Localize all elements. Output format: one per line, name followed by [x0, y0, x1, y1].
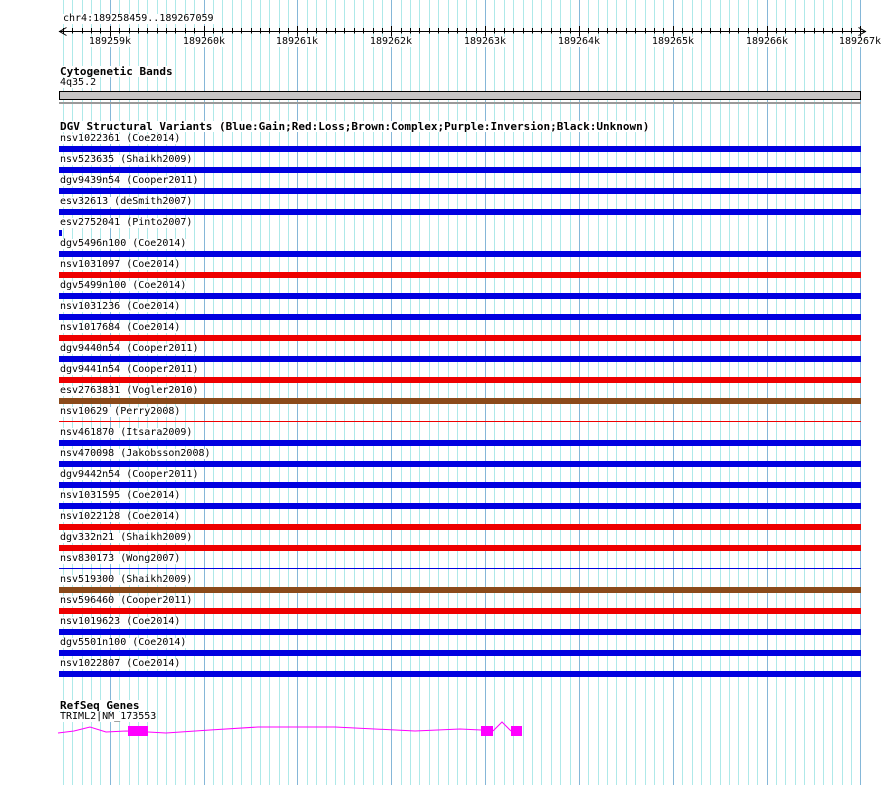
track-bar-nsv596460[interactable]	[59, 608, 861, 614]
gene-label[interactable]: TRIML2|NM_173553	[60, 711, 157, 722]
refseq-title: RefSeq Genes	[60, 699, 140, 712]
grid-minor-line	[222, 0, 223, 785]
track-label-esv32613[interactable]: esv32613 (deSmith2007)	[60, 196, 193, 207]
gene-intron-line	[493, 722, 511, 731]
track-bar-dgv332n21[interactable]	[59, 545, 861, 551]
track-bar-nsv470098[interactable]	[59, 461, 861, 467]
grid-minor-line	[654, 0, 655, 785]
grid-minor-line	[757, 0, 758, 785]
grid-minor-line	[541, 0, 542, 785]
grid-minor-line	[316, 0, 317, 785]
grid-minor-line	[570, 0, 571, 785]
track-bar-nsv1031595[interactable]	[59, 503, 861, 509]
track-label-dgv9440n54[interactable]: dgv9440n54 (Cooper2011)	[60, 343, 199, 354]
grid-minor-line	[616, 0, 617, 785]
track-bar-nsv1022361[interactable]	[59, 146, 861, 152]
grid-minor-line	[851, 0, 852, 785]
cytoband-underline	[59, 102, 861, 104]
grid-minor-line	[523, 0, 524, 785]
track-bar-esv2763831[interactable]	[59, 398, 861, 404]
grid-minor-line	[251, 0, 252, 785]
track-label-dgv5496n100[interactable]: dgv5496n100 (Coe2014)	[60, 238, 187, 249]
grid-minor-line	[419, 0, 420, 785]
track-label-nsv1031236[interactable]: nsv1031236 (Coe2014)	[60, 301, 181, 312]
grid-minor-line	[410, 0, 411, 785]
cytoband-title: Cytogenetic Bands	[60, 65, 173, 78]
track-bar-nsv830173[interactable]	[59, 568, 861, 569]
track-label-nsv523635[interactable]: nsv523635 (Shaikh2009)	[60, 154, 193, 165]
track-label-nsv596460[interactable]: nsv596460 (Cooper2011)	[60, 595, 193, 606]
grid-minor-line	[307, 0, 308, 785]
grid-minor-line	[326, 0, 327, 785]
grid-major-line	[767, 0, 768, 785]
grid-major-line	[860, 0, 861, 785]
grid-minor-line	[241, 0, 242, 785]
grid-minor-line	[832, 0, 833, 785]
grid-minor-line	[448, 0, 449, 785]
track-bar-nsv523635[interactable]	[59, 167, 861, 173]
grid-minor-line	[213, 0, 214, 785]
track-label-nsv519300[interactable]: nsv519300 (Shaikh2009)	[60, 574, 193, 585]
grid-minor-line	[532, 0, 533, 785]
grid-minor-line	[373, 0, 374, 785]
track-bar-esv2752041[interactable]	[59, 230, 62, 236]
track-label-esv2752041[interactable]: esv2752041 (Pinto2007)	[60, 217, 193, 228]
grid-minor-line	[288, 0, 289, 785]
track-label-nsv1022361[interactable]: nsv1022361 (Coe2014)	[60, 133, 181, 144]
grid-minor-line	[494, 0, 495, 785]
grid-minor-line	[232, 0, 233, 785]
grid-minor-line	[804, 0, 805, 785]
grid-minor-line	[785, 0, 786, 785]
track-bar-dgv5501n100[interactable]	[59, 650, 861, 656]
ruler-tick-label: 189267k	[838, 36, 882, 47]
ruler-tick-label: 189263k	[463, 36, 507, 47]
track-label-dgv9441n54[interactable]: dgv9441n54 (Cooper2011)	[60, 364, 199, 375]
track-bar-nsv1017684[interactable]	[59, 335, 861, 341]
grid-minor-line	[710, 0, 711, 785]
grid-minor-line	[438, 0, 439, 785]
track-bar-dgv9440n54[interactable]	[59, 356, 861, 362]
ruler-tick-label: 189259k	[88, 36, 132, 47]
track-label-nsv1031595[interactable]: nsv1031595 (Coe2014)	[60, 490, 181, 501]
track-bar-nsv461870[interactable]	[59, 440, 861, 446]
gene-exon[interactable]	[481, 726, 493, 736]
grid-major-line	[485, 0, 486, 785]
grid-minor-line	[466, 0, 467, 785]
ruler-tick-label: 189260k	[182, 36, 226, 47]
track-label-dgv5501n100[interactable]: dgv5501n100 (Coe2014)	[60, 637, 187, 648]
grid-minor-line	[645, 0, 646, 785]
grid-minor-line	[607, 0, 608, 785]
grid-minor-line	[814, 0, 815, 785]
grid-minor-line	[795, 0, 796, 785]
track-label-nsv1031097[interactable]: nsv1031097 (Coe2014)	[60, 259, 181, 270]
ruler[interactable]	[0, 0, 890, 60]
grid-minor-line	[504, 0, 505, 785]
track-bar-dgv9442n54[interactable]	[59, 482, 861, 488]
grid-minor-line	[457, 0, 458, 785]
grid-minor-line	[738, 0, 739, 785]
track-label-dgv332n21[interactable]: dgv332n21 (Shaikh2009)	[60, 532, 193, 543]
track-label-dgv5499n100[interactable]: dgv5499n100 (Coe2014)	[60, 280, 187, 291]
grid-minor-line	[560, 0, 561, 785]
grid-minor-line	[682, 0, 683, 785]
dgv-title: DGV Structural Variants (Blue:Gain;Red:Loss;Brown:Complex;Purple:Inversion;Black:Unknown)	[60, 120, 650, 133]
grid-major-line	[297, 0, 298, 785]
track-label-dgv9442n54[interactable]: dgv9442n54 (Cooper2011)	[60, 469, 199, 480]
grid-minor-line	[776, 0, 777, 785]
track-label-nsv1017684[interactable]: nsv1017684 (Coe2014)	[60, 322, 181, 333]
grid-minor-line	[588, 0, 589, 785]
track-label-nsv10629[interactable]: nsv10629 (Perry2008)	[60, 406, 181, 417]
grid-minor-line	[335, 0, 336, 785]
track-label-nsv1022128[interactable]: nsv1022128 (Coe2014)	[60, 511, 181, 522]
track-label-nsv461870[interactable]: nsv461870 (Itsara2009)	[60, 427, 193, 438]
track-label-nsv830173[interactable]: nsv830173 (Wong2007)	[60, 553, 181, 564]
grid-minor-line	[513, 0, 514, 785]
grid-minor-line	[401, 0, 402, 785]
grid-minor-line	[382, 0, 383, 785]
grid-minor-line	[729, 0, 730, 785]
ruler-tick-label: 189262k	[369, 36, 413, 47]
grid-minor-line	[269, 0, 270, 785]
cytoband-name: 4q35.2	[60, 77, 97, 88]
track-bar-nsv1022128[interactable]	[59, 524, 861, 530]
track-label-dgv9439n54[interactable]: dgv9439n54 (Cooper2011)	[60, 175, 199, 186]
grid-minor-line	[692, 0, 693, 785]
grid-minor-line	[344, 0, 345, 785]
grid-minor-line	[363, 0, 364, 785]
track-label-nsv1019623[interactable]: nsv1019623 (Coe2014)	[60, 616, 181, 627]
track-bar-esv32613[interactable]	[59, 209, 861, 215]
ruler-tick-label: 189264k	[557, 36, 601, 47]
ruler-tick-label: 189261k	[275, 36, 319, 47]
track-bar-nsv1022807[interactable]	[59, 671, 861, 677]
track-bar-nsv1031236[interactable]	[59, 314, 861, 320]
track-label-nsv1022807[interactable]: nsv1022807 (Coe2014)	[60, 658, 181, 669]
ruler-axis	[59, 26, 866, 37]
grid-minor-line	[354, 0, 355, 785]
grid-minor-line	[720, 0, 721, 785]
ruler-tick-label: 189266k	[745, 36, 789, 47]
grid-minor-line	[476, 0, 477, 785]
grid-minor-line	[429, 0, 430, 785]
grid-minor-line	[663, 0, 664, 785]
grid-minor-line	[551, 0, 552, 785]
ruler-tick-label: 189265k	[651, 36, 695, 47]
grid-minor-line	[701, 0, 702, 785]
grid-minor-line	[823, 0, 824, 785]
track-label-esv2763831[interactable]: esv2763831 (Vogler2010)	[60, 385, 199, 396]
grid-major-line	[391, 0, 392, 785]
track-label-nsv470098[interactable]: nsv470098 (Jakobsson2008)	[60, 448, 211, 459]
grid-major-line	[673, 0, 674, 785]
track-bar-dgv9439n54[interactable]	[59, 188, 861, 194]
position-label: chr4:189258459..189267059	[63, 13, 214, 24]
track-bar-dgv9441n54[interactable]	[59, 377, 861, 383]
track-bar-nsv519300[interactable]	[59, 587, 861, 593]
track-bar-nsv10629[interactable]	[59, 421, 861, 422]
track-bar-dgv5496n100[interactable]	[59, 251, 861, 257]
grid-minor-line	[260, 0, 261, 785]
track-bar-nsv1031097[interactable]	[59, 272, 861, 278]
grid-minor-line	[748, 0, 749, 785]
grid-major-line	[579, 0, 580, 785]
grid-minor-line	[635, 0, 636, 785]
grid-minor-line	[279, 0, 280, 785]
grid-major-line	[204, 0, 205, 785]
track-bar-dgv5499n100[interactable]	[59, 293, 861, 299]
grid-minor-line	[842, 0, 843, 785]
grid-minor-line	[598, 0, 599, 785]
track-bar-nsv1019623[interactable]	[59, 629, 861, 635]
cytoband-bar[interactable]	[59, 91, 861, 100]
grid-minor-line	[626, 0, 627, 785]
